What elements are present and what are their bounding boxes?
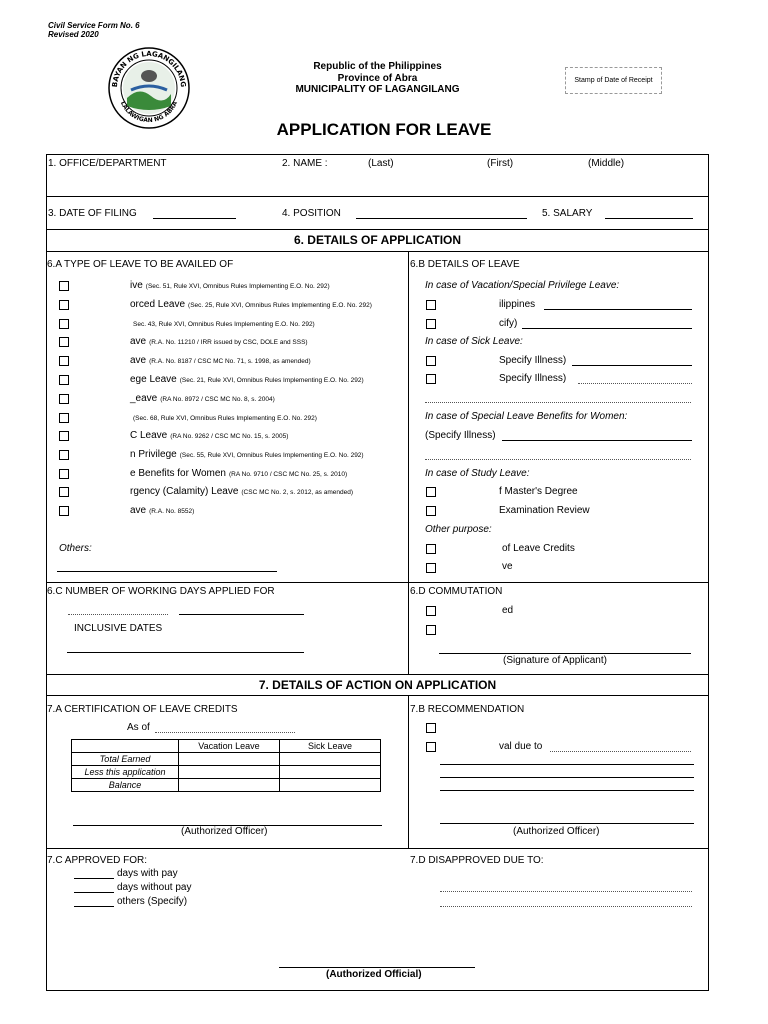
as-of-field[interactable] [155,732,295,733]
leave-type-reference: (RA No. 9262 / CSC MC No. 15, s. 2005) [170,433,289,440]
section-6-heading: 6. DETAILS OF APPLICATION [293,233,462,247]
leave-type-checkbox[interactable] [59,375,69,385]
as-of-label: As of [127,722,150,733]
days-without-pay-label: days without pay [117,882,192,893]
study-option-checkbox[interactable] [426,506,436,516]
table-row [72,779,381,792]
leave-type-label [130,430,288,443]
leave-type-checkbox[interactable] [59,413,69,423]
commutation-checkbox[interactable] [426,625,436,635]
leave-type-reference: (Sec. 68, Rule XVI, Omnibus Rules Implementing E.O. No. 292) [133,415,317,422]
other-purpose-heading: Other purpose: [425,524,492,535]
sick-option-checkbox[interactable] [426,374,436,384]
days-without-pay-field[interactable] [74,892,114,893]
leave-type-checkbox[interactable] [59,469,69,479]
municipality-text: MUNICIPALITY OF LAGANGILANG [295,84,460,95]
women-extra-field[interactable] [425,459,691,460]
leave-type-name: ave [130,505,147,516]
women-case-heading: In case of Special Leave Benefits for Women: [425,411,628,422]
approved-for-heading: 7.C APPROVED FOR: [47,855,148,866]
leave-credits-table [71,739,381,792]
leave-type-checkbox[interactable] [59,431,69,441]
seal-bottom-text: LALAWIGAN NG ABRA [118,100,180,125]
inclusive-dates-label: INCLUSIVE DATES [74,623,163,634]
sick-option-field[interactable] [578,383,692,384]
leave-type-reference: (Sec. 21, Rule XVI, Omnibus Rules Implementing E.O. No. 292) [179,377,364,384]
stamp-receipt-label: Stamp of Date of Receipt [574,77,653,84]
date-filing-label: 3. DATE OF FILING [48,208,137,219]
leave-type-label [130,412,317,425]
row-label: Less this application [72,766,179,779]
divider [46,196,709,197]
applicant-signature-label: (Signature of Applicant) [503,655,607,666]
women-option-label: (Specify Illness) [425,430,496,441]
leave-type-reference: (CSC MC No. 2, s. 2012, as amended) [241,489,354,496]
leave-type-checkbox[interactable] [59,506,69,516]
credit-cell[interactable] [179,779,280,792]
recommendation-checkbox[interactable] [426,742,436,752]
others-field[interactable] [57,571,277,572]
leave-type-reference: (RA No. 8972 / CSC MC No. 8, s. 2004) [160,396,275,403]
leave-type-checkbox[interactable] [59,337,69,347]
commutation-heading: 6.D COMMUTATION [410,586,503,597]
vacation-option-checkbox[interactable] [426,300,436,310]
commutation-option-label: ed [502,605,514,616]
leave-type-label [130,468,347,481]
leave-type-reference: (Sec. 51, Rule XVI, Omnibus Rules Implementing E.O. No. 292) [145,283,330,290]
credit-cell[interactable] [280,766,381,779]
middle-name-label: (Middle) [588,158,625,169]
disapproved-heading: 7.D DISAPPROVED DUE TO: [410,855,544,866]
date-filing-field[interactable] [153,218,236,219]
details-of-leave-heading: 6.B DETAILS OF LEAVE [410,259,520,270]
divider [46,674,709,675]
divider [46,848,709,849]
column-divider [408,695,409,848]
sick-option-label: Specify Illness) [499,373,567,384]
recommendation-option-label: val due to [499,741,543,752]
recommendation-checkbox[interactable] [426,723,436,733]
inclusive-dates-field[interactable] [67,652,304,653]
leave-type-label [130,505,194,518]
leave-type-reference: (RA No. 9710 / CSC MC No. 25, s. 2010) [228,471,348,478]
leave-type-name: C Leave [130,430,168,441]
table-corner [72,740,179,753]
name-label: 2. NAME : [282,158,328,169]
section-7-heading: 7. DETAILS OF ACTION ON APPLICATION [258,678,497,692]
leave-type-label [130,336,308,349]
divider [46,251,709,252]
leave-type-label [130,299,372,312]
days-with-pay-label: days with pay [117,868,178,879]
vacation-option-label: ilippines [499,299,536,310]
vacation-case-heading: In case of Vacation/Special Privilege Leave: [425,280,620,291]
sick-option-label: Specify Illness) [499,355,567,366]
leave-type-reference: (Sec. 55, Rule XVI, Omnibus Rules Implementing E.O. No. 292) [179,452,364,459]
leave-type-checkbox[interactable] [59,394,69,404]
other-purpose-checkbox[interactable] [426,544,436,554]
commutation-checkbox[interactable] [426,606,436,616]
divider [46,582,709,583]
working-days-heading: 6.C NUMBER OF WORKING DAYS APPLIED FOR [47,586,275,597]
leave-type-label [130,486,353,499]
credit-cell[interactable] [280,779,381,792]
leave-type-name: ege Leave [130,374,177,385]
type-of-leave-heading: 6.A TYPE OF LEAVE TO BE AVAILED OF [47,259,234,270]
municipal-seal-icon [107,46,191,130]
leave-type-reference: (R.A. No. 8187 / CSC MC No. 71, s. 1998, as amended) [149,358,311,365]
women-option-field[interactable] [502,440,692,441]
recommendation-officer-field[interactable] [440,823,694,824]
leave-type-reference: (Sec. 25, Rule XVI, Omnibus Rules Implementing E.O. No. 292) [188,302,372,309]
study-option-label: Examination Review [499,505,590,516]
recommendation-reason-field[interactable] [550,751,691,752]
leave-type-name: _eave [130,393,158,404]
leave-type-name: rgency (Calamity) Leave [130,486,239,497]
recommendation-heading: 7.B RECOMMENDATION [410,704,525,715]
leave-type-checkbox[interactable] [59,319,69,329]
leave-type-label [130,374,364,387]
leave-type-checkbox[interactable] [59,487,69,497]
salary-field[interactable] [605,218,693,219]
column-divider [408,251,409,674]
leave-type-checkbox[interactable] [59,300,69,310]
study-case-heading: In case of Study Leave: [425,468,530,479]
other-purpose-checkbox[interactable] [426,563,436,573]
study-option-label: f Master's Degree [499,486,578,497]
form-revised-text: Revised 2020 [48,30,99,39]
others-specify-field[interactable] [74,906,114,907]
days-with-pay-field[interactable] [74,878,114,879]
recommendation-reason-field[interactable] [440,790,694,791]
leave-type-name: e Benefits for Women [130,468,226,479]
leave-type-reference: Sec. 43, Rule XVI, Omnibus Rules Implementing E.O. No. 292) [133,321,315,328]
sick-extra-field[interactable] [425,402,691,403]
vacation-option-field[interactable] [522,328,692,329]
office-label: 1. OFFICE/DEPARTMENT [48,158,167,169]
other-purpose-label: ve [502,561,513,572]
leave-type-name: ave [130,355,147,366]
credit-cell[interactable] [179,766,280,779]
leave-type-name: ave [130,336,147,347]
working-days-field[interactable] [68,614,168,615]
position-label: 4. POSITION [282,208,341,219]
divider [46,695,709,696]
disapproved-reason-field[interactable] [440,891,692,892]
sick-option-field[interactable] [572,365,692,366]
form-number-text: Civil Service Form No. 6 [48,21,140,30]
vacation-option-checkbox[interactable] [426,319,436,329]
salary-label: 5. SALARY [542,208,593,219]
leave-type-label [130,449,364,462]
leave-type-label [130,393,275,406]
others-specify-label: others (Specify) [117,896,188,907]
leave-type-name: n Privilege [130,449,177,460]
position-field[interactable] [356,218,527,219]
credit-cell[interactable] [179,753,280,766]
leave-type-label [130,280,330,293]
leave-type-name: ive [130,280,143,291]
vacation-option-label: cify) [499,318,518,329]
col-vacation-header: Vacation Leave [179,740,280,753]
sick-case-heading: In case of Sick Leave: [425,336,523,347]
applicant-signature-field[interactable] [439,653,691,654]
official-label: (Authorized Official) [326,969,422,980]
certification-heading: 7.A CERTIFICATION OF LEAVE CREDITS [47,704,238,715]
credit-cell[interactable] [280,753,381,766]
table-row [72,753,381,766]
working-days-field[interactable] [179,614,304,615]
leave-type-label [130,318,315,331]
leave-type-checkbox[interactable] [59,450,69,460]
seal-top-text: BAYAN NG LAGANGILANG [110,49,188,88]
table-row [72,766,381,779]
stamp-receipt-box [565,67,662,94]
form-title: APPLICATION FOR LEAVE [276,120,492,139]
province-text: Province of Abra [337,73,418,84]
leave-type-checkbox[interactable] [59,356,69,366]
officer-label: (Authorized Officer) [181,826,268,837]
form-number [48,21,140,39]
leave-type-checkbox[interactable] [59,281,69,291]
leave-type-label [130,355,311,368]
study-option-checkbox[interactable] [426,487,436,497]
leave-type-name: orced Leave [130,299,186,310]
vacation-option-field[interactable] [544,309,692,310]
divider [46,229,709,230]
disapproved-reason-field[interactable] [440,906,692,907]
row-label: Balance [72,779,179,792]
other-purpose-label: of Leave Credits [502,543,575,554]
leave-type-reference: (R.A. No. 8552) [149,508,195,515]
row-label: Total Earned [72,753,179,766]
official-signature-field[interactable] [279,967,475,968]
col-sick-header: Sick Leave [280,740,381,753]
sick-option-checkbox[interactable] [426,356,436,366]
republic-text: Republic of the Philippines [313,61,442,72]
others-label: Others: [59,543,92,554]
first-name-label: (First) [487,158,514,169]
recommendation-reason-field[interactable] [440,777,694,778]
recommendation-reason-field[interactable] [440,764,694,765]
recommendation-officer-label: (Authorized Officer) [513,826,600,837]
leave-type-reference: (R.A. No. 11210 / IRR issued by CSC, DOLE and SSS) [149,339,308,346]
last-name-label: (Last) [368,158,394,169]
